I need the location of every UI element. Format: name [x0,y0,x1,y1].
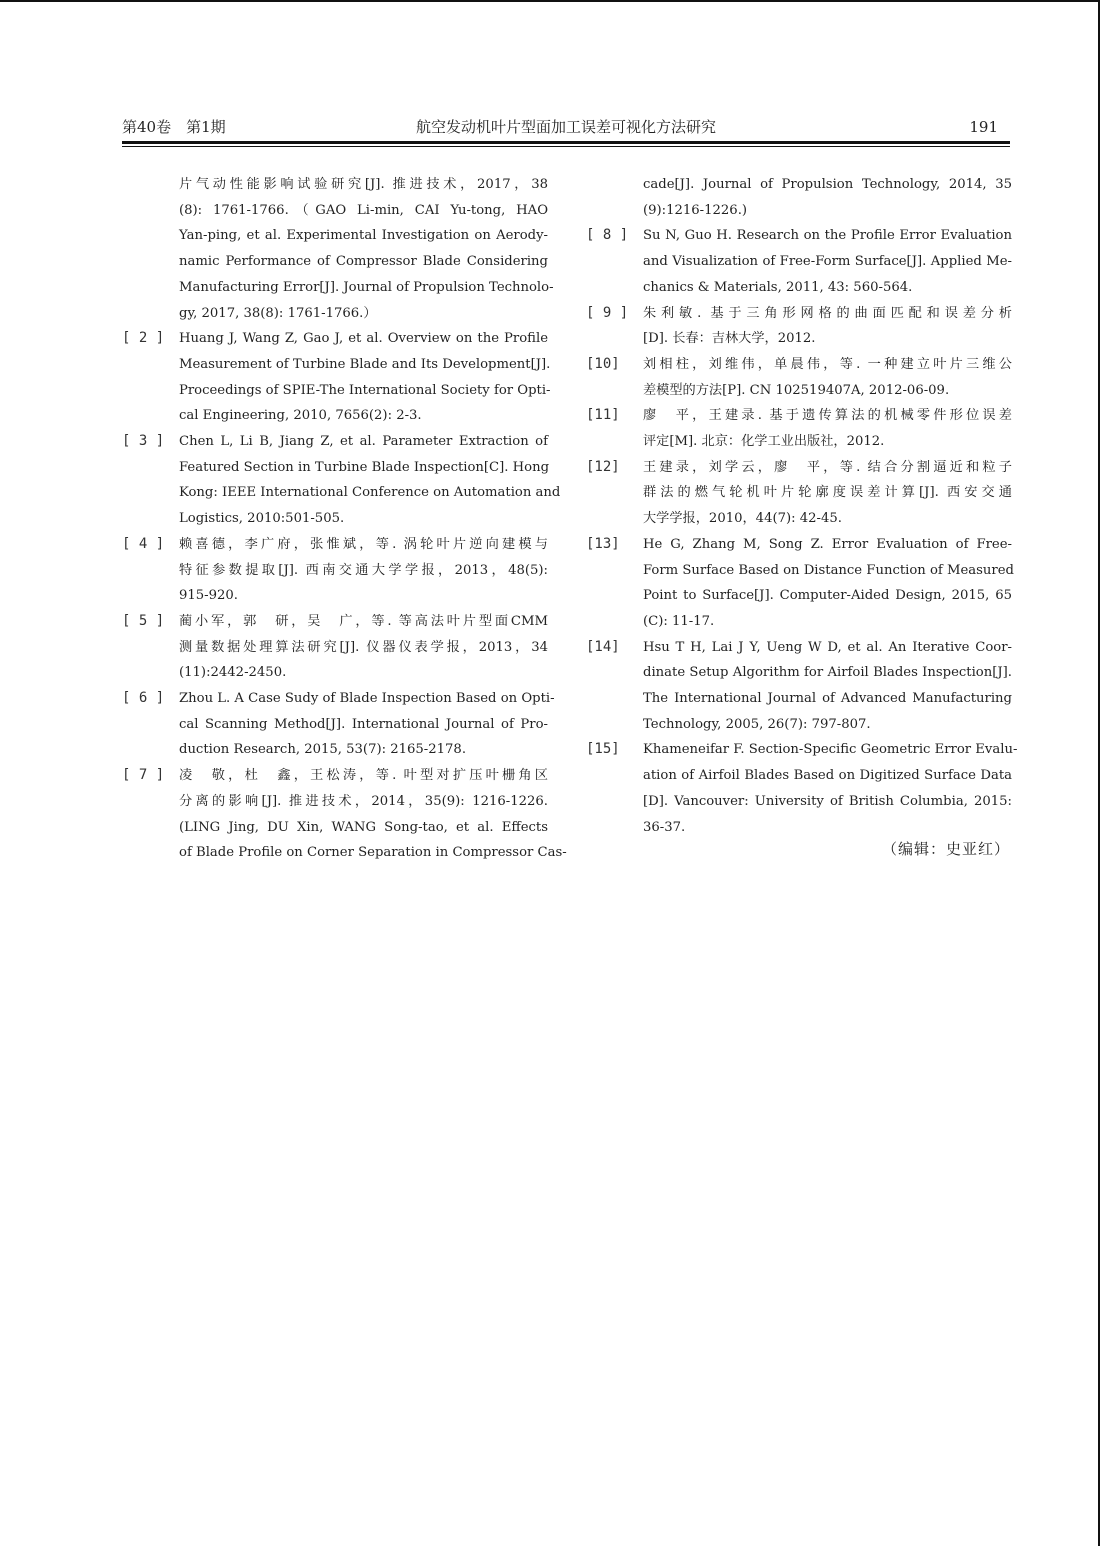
reference-line: (8): 1761-1766.（GAO Li-min, CAI Yu-tong, HAO [179,202,548,218]
reference-number: [14] [586,638,620,655]
reference-line: 分离的影响[J]. 推进技术，2014，35(9): 1216-1226. [179,793,548,809]
reference-item [586,223,1012,300]
reference-item [586,301,1012,352]
reference-line: 测量数据处理算法研究[J]. 仪器仪表学报，2013，34 [179,639,548,655]
reference-number: [ 7 ] [122,767,165,784]
running-title: 航空发动机叶片型面加工误差可视化方法研究 [415,118,716,136]
reference-item [122,172,554,326]
reference-number: [ 8 ] [586,227,629,244]
reference-line: 刘相柱，刘维伟，单晨伟，等. 一种建立叶片三维公 [643,356,1012,372]
reference-number: [ 5 ] [122,612,165,629]
reference-item [586,352,1012,403]
reference-number: [15] [586,741,620,758]
reference-item [586,737,1018,840]
reference-line: duction Research, 2015, 53(7): 2165-2178. [179,742,467,758]
reference-line: (LING Jing, DU Xin, WANG Song-tao, et al. Effects [179,819,548,835]
reference-number: [ 6 ] [122,690,165,707]
reference-line: Zhou L. A Case Sudy of Blade Inspection Based on Opti- [179,691,555,707]
reference-line: and Visualization of Free-Form Surface[J]. Applied Me- [643,254,1012,270]
reference-line: Kong: IEEE International Conference on Automation and [179,485,561,501]
reference-line: 群法的燃气轮机叶片轮廓度误差计算[J]. 西安交通 [643,485,1012,501]
reference-line: ation of Airfoil Blades Based on Digitized Surface Data [643,768,1012,784]
reference-line: cade[J]. Journal of Propulsion Technology, 2014, 35 [643,177,1012,192]
reference-number: [ 4 ] [122,535,165,552]
reference-line: Proceedings of SPIE-The International Society for Opti- [179,382,551,398]
reference-line: Khameneifar F. Section-Specific Geometric Error Evalu- [643,742,1018,758]
reference-item [122,609,548,686]
reference-line: Huang J, Wang Z, Gao J, et al. Overview on the Profile [179,331,548,347]
page-number: 191 [969,118,998,136]
reference-line: gy, 2017, 38(8): 1761-1766.） [179,305,377,321]
editor-note: （编辑：史亚红） [881,840,1010,858]
reference-number: [13] [586,535,620,552]
reference-line: cal Scanning Method[J]. International Journal of Pro- [179,716,548,732]
reference-line: cal Engineering, 2010, 7656(2): 2-3. [179,408,422,424]
reference-line: 王建录，刘学云，廖 平，等. 结合分割逼近和粒子 [643,459,1012,475]
reference-line: 差模型的方法[P]. CN 102519407A, 2012-06-09. [643,382,950,398]
reference-item [586,532,1012,635]
reference-line: namic Performance of Compressor Blade Considering [179,254,548,270]
reference-line: Point to Surface[J]. Computer-Aided Design, 2015, 65 [643,588,1012,604]
reference-line: Yan-ping, et al. Experimental Investigation on Aerody- [179,228,548,244]
reference-line: Manufacturing Error[J]. Journal of Propulsion Technolo- [179,279,554,295]
reference-item [586,455,1012,532]
journal-volume-issue: 第40卷 第1期 [122,118,226,136]
reference-line: 赖喜德，李广府，张惟斌，等. 涡轮叶片逆向建模与 [179,536,548,552]
reference-item [122,326,551,429]
references-left-column [122,172,567,866]
reference-number: [ 9 ] [586,304,629,321]
reference-line: He G, Zhang M, Song Z. Error Evaluation of Free- [643,536,1012,552]
reference-line: Logistics, 2010:501-505. [179,511,345,527]
reference-line: 片气动性能影响试验研究[J]. 推进技术，2017，38 [179,177,548,192]
reference-line: Form Surface Based on Distance Function of Measured [643,562,1014,578]
reference-item [122,686,555,763]
reference-number: [12] [586,458,620,475]
reference-line: Technology, 2005, 26(7): 797-807. [643,716,871,732]
running-header [122,118,1010,138]
reference-line: dinate Setup Algorithm for Airfoil Blades Inspection[J]. [643,665,1012,681]
reference-number: [11] [586,407,620,424]
reference-line: (11):2442-2450. [179,665,287,681]
reference-line: Featured Section in Turbine Blade Inspection[C]. Hong [179,459,550,475]
reference-line: 大学学报，2010，44(7): 42-45. [643,511,842,527]
header-rule-thin [122,146,1010,147]
header-rule-thick [122,141,1010,144]
reference-line: 凌 敬，杜 鑫，王松涛，等. 叶型对扩压叶栅角区 [179,768,548,784]
reference-line: Measurement of Turbine Blade and Its Development[J]. [179,356,551,372]
reference-item [122,532,548,609]
reference-line: 廖 平，王建录. 基于遗传算法的机械零件形位误差 [643,408,1012,424]
reference-line: [D]. Vancouver: University of British Columbia, 2015: [643,793,1012,809]
reference-line: 915-920. [179,588,238,604]
reference-line: 朱利敏. 基于三角形网格的曲面匹配和误差分析 [643,305,1012,321]
reference-line: 评定[M]. 北京：化学工业出版社，2012. [643,434,885,450]
reference-line: chanics & Materials, 2011, 43: 560-564. [643,279,913,295]
reference-line: (9):1216-1226.) [643,202,748,218]
reference-item [586,403,1012,454]
reference-line: 特征参数提取[J]. 西南交通大学学报，2013，48(5): [179,562,548,578]
reference-line: The International Journal of Advanced Manufacturing [643,691,1012,707]
reference-item [122,763,567,866]
reference-line: Su N, Guo H. Research on the Profile Error Evaluation [643,228,1012,244]
reference-line: of Blade Profile on Corner Separation in Compressor Cas- [179,845,567,861]
reference-number: [10] [586,355,620,372]
reference-number: [ 2 ] [122,330,165,347]
reference-item [122,429,561,532]
reference-number: [ 3 ] [122,433,165,450]
reference-line: (C): 11-17. [643,613,715,629]
reference-line: 36-37. [643,819,686,835]
reference-line: Hsu T H, Lai J Y, Ueng W D, et al. An Iterative Coor- [643,639,1012,655]
reference-item [586,172,1012,223]
reference-line: [D]. 长春：吉林大学，2012. [643,331,816,347]
reference-item [586,635,1012,738]
reference-line: 蔺小军，郭 研，吴 广，等. 等高法叶片型面CMM [179,613,548,629]
references-right-column [586,172,1018,840]
reference-line: Chen L, Li B, Jiang Z, et al. Parameter Extraction of [179,434,548,450]
